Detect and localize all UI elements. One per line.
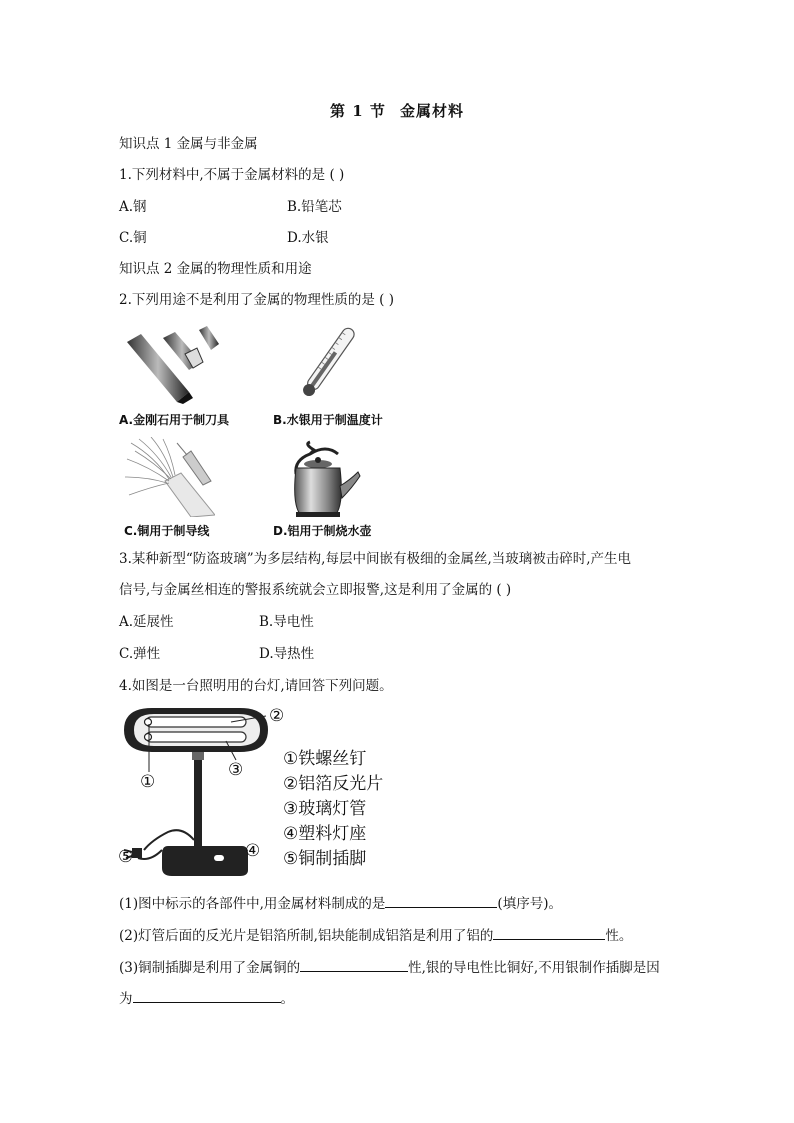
question-3-line-1: 3.某种新型“防盗玻璃”为多层结构,每层中间嵌有极细的金属丝,当玻璃被击碎时,产生电 — [119, 551, 632, 567]
question-2-stem: 2.下列用途不是利用了金属的物理性质的是 ( ) — [119, 292, 394, 308]
page-title — [0, 100, 794, 121]
q2-option-b: B.水银用于制温度计 — [273, 413, 383, 427]
q1-option-b: B.铅笔芯 — [287, 199, 342, 215]
kettle-image — [286, 440, 362, 518]
question-3-line-2: 信号,与金属丝相连的警报系统就会立即报警,这是利用了金属的 ( ) — [119, 582, 512, 598]
answer-blank-3[interactable] — [300, 957, 408, 972]
q2-option-d: D.铝用于制烧水壶 — [273, 524, 372, 538]
q1-option-c: C.铜 — [119, 230, 147, 246]
copper-wire-image — [125, 437, 215, 517]
legend-item-4: ④塑料灯座 — [283, 824, 367, 844]
callout-5: ⑤ — [118, 847, 134, 867]
answer-blank-1[interactable] — [385, 893, 497, 908]
q2-option-c: C.铜用于制导线 — [124, 524, 210, 538]
knowledge-point-1: 知识点 1 金属与非金属 — [119, 136, 258, 152]
legend-item-1: ①铁螺丝钉 — [283, 749, 367, 769]
legend-item-5: ⑤铜制插脚 — [283, 849, 367, 869]
callout-2: ② — [269, 706, 285, 726]
legend-item-3: ③玻璃灯管 — [283, 799, 367, 819]
question-4-stem: 4.如图是一台照明用的台灯,请回答下列问题。 — [119, 678, 393, 694]
question-1-stem: 1.下列材料中,不属于金属材料的是 ( ) — [119, 167, 345, 183]
q1-option-a: A.钢 — [119, 199, 147, 215]
q2-option-a: A.金刚石用于制刀具 — [119, 413, 230, 427]
legend-item-2: ②铝箔反光片 — [283, 774, 384, 794]
thermometer-image — [288, 320, 368, 406]
answer-blank-2[interactable] — [493, 925, 605, 940]
q3-option-b: B.导电性 — [259, 614, 314, 630]
knowledge-point-2: 知识点 2 金属的物理性质和用途 — [119, 261, 312, 277]
q3-option-d: D.导热性 — [259, 646, 315, 662]
section-number: 第 1 节 — [330, 102, 386, 120]
answer-blank-4[interactable] — [133, 988, 281, 1003]
q3-option-a: A.延展性 — [119, 614, 174, 630]
q4-sub-3-line-2: 为 。 — [119, 988, 294, 1009]
q1-option-d: D.水银 — [287, 230, 329, 246]
diamond-cutter-image — [123, 322, 223, 406]
q4-sub-2: (2)灯管后面的反光片是铝箔所制,铝块能制成铝箔是利用了铝的 性。 — [119, 925, 632, 946]
q4-sub-3: (3)铜制插脚是利用了金属铜的 性,银的导电性比铜好,不用银制作插脚是因 — [119, 957, 660, 978]
q4-sub-1: (1)图中标示的各部件中,用金属材料制成的是 (填序号)。 — [119, 893, 562, 914]
callout-4: ④ — [245, 841, 261, 861]
section-name: 金属材料 — [399, 102, 464, 120]
callout-1: ① — [140, 772, 156, 792]
q3-option-c: C.弹性 — [119, 646, 161, 662]
callout-3: ③ — [228, 760, 244, 780]
